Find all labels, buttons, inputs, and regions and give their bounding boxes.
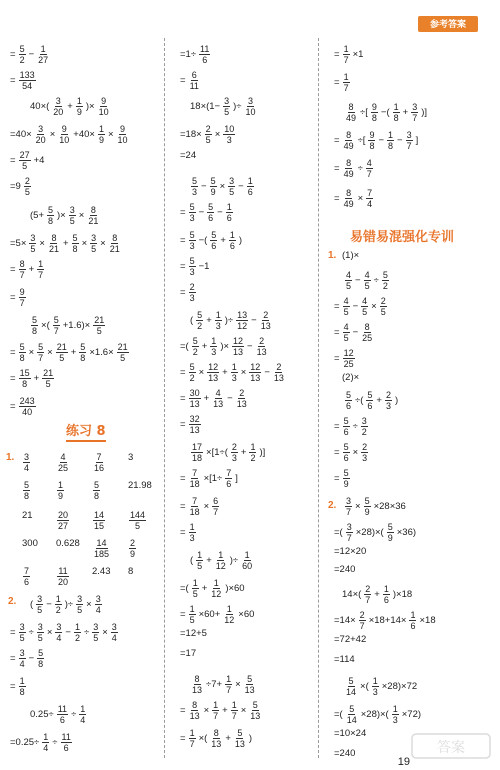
math-line: = $\frac{5}{9}$ xyxy=(334,468,349,489)
grid-answer: $\frac{20}{27}$ xyxy=(58,510,69,531)
grid-answer: 0.628 xyxy=(56,538,80,549)
math-line: = $\frac{12}{25}$ xyxy=(334,348,354,369)
math-line: = $\frac{7}{18}$ ×[1÷ $\frac{7}{6}$ ] xyxy=(180,468,238,489)
math-line: = $\frac{1}{7}$ ×( $\frac{8}{13}$ + $\frac{5}{13}$ ) xyxy=(180,728,253,749)
grid-answer: $\frac{5}{8}$ xyxy=(94,480,100,501)
math-line: =24 xyxy=(180,150,197,161)
math-line: $\frac{5}{8}$ ×( $\frac{5}{7}$ +1.6)× $\frac{21}{5}$ xyxy=(32,315,105,336)
math-line: = $\frac{5}{3}$ −( $\frac{5}{6}$ + $\frac{1}{6}$ ) xyxy=(180,230,243,251)
page-number: 19 xyxy=(397,756,410,768)
math-line: =( $\frac{5}{14}$ ×28)×( $\frac{1}{3}$ ×72) xyxy=(334,704,422,725)
math-line: =240 xyxy=(334,748,356,759)
math-line: $\frac{3}{7}$ × $\frac{5}{9}$ ×28×36 xyxy=(346,496,406,517)
grid-answer: 2.43 xyxy=(92,566,111,577)
math-line: =14× $\frac{2}{7}$ ×18+14× $\frac{1}{6}$ ×18 xyxy=(334,610,436,631)
grid-answer: $\frac{14}{185}$ xyxy=(94,538,110,559)
grid-answer: $\frac{14}{15}$ xyxy=(94,510,105,531)
math-line: = $\frac{4}{5}$ − $\frac{8}{25}$ xyxy=(334,322,373,343)
math-line: (5+ $\frac{5}{8}$ )× $\frac{3}{5}$ × $\frac{8}{21}$ xyxy=(30,205,99,226)
math-line: = $\frac{9}{7}$ xyxy=(10,287,25,308)
answer-key-badge: 参考答案 xyxy=(418,16,478,32)
math-line: = $\frac{30}{13}$ + $\frac{4}{13}$ − $\frac{2}{13}$ xyxy=(180,388,247,409)
grid-answer: $\frac{11}{20}$ xyxy=(58,566,69,587)
math-line: = $\frac{5}{3}$ − $\frac{5}{6}$ − $\frac{1}{6}$ xyxy=(180,202,232,223)
math-line: =240 xyxy=(334,564,356,575)
math-line: 18×(1− $\frac{3}{5}$ )÷ $\frac{3}{10}$ xyxy=(190,96,256,117)
math-line: $\frac{5}{3}$ − $\frac{5}{9}$ × $\frac{3}{5}$ − $\frac{1}{6}$ xyxy=(192,176,253,197)
grid-answer: 21.98 xyxy=(128,480,152,491)
math-line: =0.25÷ $\frac{1}{4}$ ÷ $\frac{11}{6}$ xyxy=(10,732,71,753)
math-line: = $\frac{5}{2}$ × $\frac{12}{13}$ + $\frac{1}{3}$ × $\frac{12}{13}$ − $\frac{2}{13}$ xyxy=(180,362,284,383)
grid-answer: $\frac{7}{16}$ xyxy=(94,452,105,473)
math-line: =40× $\frac{3}{20}$ × $\frac{9}{10}$ +40× $\frac{1}{9}$ × $\frac{9}{10}$ xyxy=(10,124,128,145)
grid-answer: $\frac{2}{9}$ xyxy=(130,538,136,559)
math-line: =9 $\frac{2}{5}$ xyxy=(10,176,30,197)
answer-mark: (1)× xyxy=(342,250,360,261)
question-number: 2. xyxy=(328,500,337,511)
watermark-logo xyxy=(410,730,492,766)
math-line: 14×( $\frac{2}{7}$ + $\frac{1}{6}$ )×18 xyxy=(342,584,413,605)
math-line: =114 xyxy=(334,654,355,665)
grid-answer: $\frac{1}{9}$ xyxy=(58,480,64,501)
answer-mark: (2)× xyxy=(342,372,360,383)
column-divider-2 xyxy=(318,38,319,758)
grid-answer: $\frac{144}{5}$ xyxy=(130,510,146,531)
math-line: $\frac{5}{14}$ ×( $\frac{1}{3}$ ×28)×72 xyxy=(346,676,418,697)
math-line: = $\frac{7}{18}$ × $\frac{6}{7}$ xyxy=(180,496,219,517)
math-line: =( $\frac{3}{7}$ ×28)×( $\frac{5}{9}$ ×36) xyxy=(334,522,417,543)
math-line: = $\frac{5}{6}$ × $\frac{2}{3}$ xyxy=(334,442,368,463)
grid-answer: 3 xyxy=(128,452,134,463)
math-line: =5× $\frac{3}{5}$ × $\frac{8}{21}$ + $\frac{5}{8}$ × $\frac{3}{5}$ × $\frac{8}{21}$ xyxy=(10,233,120,254)
grid-answer: $\frac{7}{6}$ xyxy=(24,566,30,587)
math-line: = $\frac{6}{11}$ xyxy=(180,70,199,91)
math-line: ( $\frac{5}{2}$ + $\frac{1}{3}$ )÷ $\frac{13}{12}$ − $\frac{2}{13}$ xyxy=(190,310,271,331)
math-line: =12×20 xyxy=(334,546,367,557)
math-line: =10×24 xyxy=(334,728,367,739)
math-line: $\frac{4}{5}$ − $\frac{4}{5}$ ÷ $\frac{5}{2}$ xyxy=(346,270,388,291)
math-line: = $\frac{1}{3}$ xyxy=(180,522,195,543)
math-line: ( $\frac{1}{5}$ + $\frac{1}{12}$ )÷ $\frac{1}{60}$ xyxy=(190,550,253,571)
math-line: = $\frac{243}{40}$ xyxy=(10,396,35,417)
svg-text:答案: 答案 xyxy=(437,740,465,756)
question-number: 1. xyxy=(6,452,15,463)
question-number: 1. xyxy=(328,250,337,261)
math-line: = $\frac{8}{7}$ + $\frac{1}{7}$ xyxy=(10,259,44,280)
math-line: = $\frac{1}{7}$ xyxy=(334,72,349,93)
section-title-exercise-8: 练习 8 xyxy=(66,420,106,439)
math-line: $\frac{5}{6}$ ÷( $\frac{5}{6}$ + $\frac{2}{3}$ ) xyxy=(346,390,399,411)
section-title-error-prone: 易错易混强化专训 xyxy=(350,230,455,245)
grid-answer: $\frac{5}{8}$ xyxy=(24,480,30,501)
math-line: $\frac{8}{13}$ ÷7+ $\frac{1}{7}$ × $\frac{5}{13}$ xyxy=(192,674,255,695)
grid-answer: 8 xyxy=(128,566,134,577)
math-line: = $\frac{8}{49}$ ÷[ $\frac{9}{8}$ − $\frac{1}{8}$ − $\frac{3}{7}$ ] xyxy=(334,130,419,151)
math-line: = $\frac{1}{5}$ ×60+ $\frac{1}{12}$ ×60 xyxy=(180,604,255,625)
math-line: =1÷ $\frac{11}{6}$ xyxy=(180,44,210,65)
math-line: = $\frac{3}{4}$ − $\frac{5}{8}$ xyxy=(10,648,44,669)
math-line: =18× $\frac{2}{5}$ × $\frac{10}{3}$ xyxy=(180,124,235,145)
math-line: = $\frac{8}{13}$ × $\frac{1}{7}$ + $\frac{1}{7}$ × $\frac{5}{13}$ xyxy=(180,700,261,721)
math-line: =72+42 xyxy=(334,634,367,645)
math-line: 0.25÷ $\frac{11}{6}$ ÷ $\frac{1}{4}$ xyxy=(30,704,86,725)
math-line: =12+5 xyxy=(180,628,207,639)
math-line: = $\frac{5}{2}$ − $\frac{1}{27}$ xyxy=(10,44,49,65)
math-line: = $\frac{4}{5}$ − $\frac{4}{5}$ × $\frac{2}{5}$ xyxy=(334,296,386,317)
math-line: = $\frac{8}{49}$ ÷ $\frac{4}{7}$ xyxy=(334,158,372,179)
question-number: 2. xyxy=(8,596,17,607)
math-line: ( $\frac{3}{5}$ − $\frac{1}{2}$ )÷ $\frac{3}{5}$ × $\frac{3}{4}$ xyxy=(30,594,101,615)
math-line: = $\frac{3}{5}$ ÷ $\frac{3}{5}$ × $\frac{3}{4}$ − $\frac{1}{2}$ ÷ $\frac{3}{5}$ × $\frac{3}{4}$ xyxy=(10,622,117,643)
math-line: = $\frac{133}{54}$ xyxy=(10,70,35,91)
grid-answer: $\frac{3}{4}$ xyxy=(24,452,30,473)
math-line: = $\frac{8}{49}$ × $\frac{7}{4}$ xyxy=(334,188,373,209)
math-line: = $\frac{5}{3}$ −1 xyxy=(180,256,210,277)
math-line: $\frac{17}{18}$ ×[1÷( $\frac{2}{3}$ + $\frac{1}{2}$ )] xyxy=(192,442,266,463)
grid-answer: 300 xyxy=(22,538,38,549)
math-line: =17 xyxy=(180,648,197,659)
math-line: = $\frac{5}{8}$ × $\frac{5}{7}$ × $\frac{21}{5}$ + $\frac{5}{8}$ ×1.6× $\frac{21}{5}$ xyxy=(10,342,128,363)
math-line: 40×( $\frac{3}{20}$ + $\frac{1}{9}$ )× $\frac{9}{10}$ xyxy=(30,96,109,117)
math-line: = $\frac{1}{8}$ xyxy=(10,676,25,697)
math-line: = $\frac{5}{6}$ ÷ $\frac{3}{2}$ xyxy=(334,416,367,437)
grid-answer: 21 xyxy=(22,510,33,521)
grid-answer: $\frac{4}{25}$ xyxy=(58,452,69,473)
math-line: = $\frac{27}{5}$ +4 xyxy=(10,150,45,171)
math-line: $\frac{8}{49}$ ÷[ $\frac{9}{8}$ −( $\frac{1}{8}$ + $\frac{3}{7}$ )] xyxy=(346,102,428,123)
math-line: = $\frac{15}{8}$ + $\frac{21}{5}$ xyxy=(10,368,54,389)
column-divider-1 xyxy=(164,38,165,758)
math-line: =( $\frac{1}{5}$ + $\frac{1}{12}$ )×60 xyxy=(180,578,245,599)
math-line: = $\frac{1}{7}$ ×1 xyxy=(334,44,364,65)
math-line: = $\frac{32}{13}$ xyxy=(180,414,200,435)
math-line: =( $\frac{5}{2}$ + $\frac{1}{3}$ )× $\frac{12}{13}$ − $\frac{2}{13}$ xyxy=(180,336,267,357)
math-line: = $\frac{2}{3}$ xyxy=(180,282,195,303)
